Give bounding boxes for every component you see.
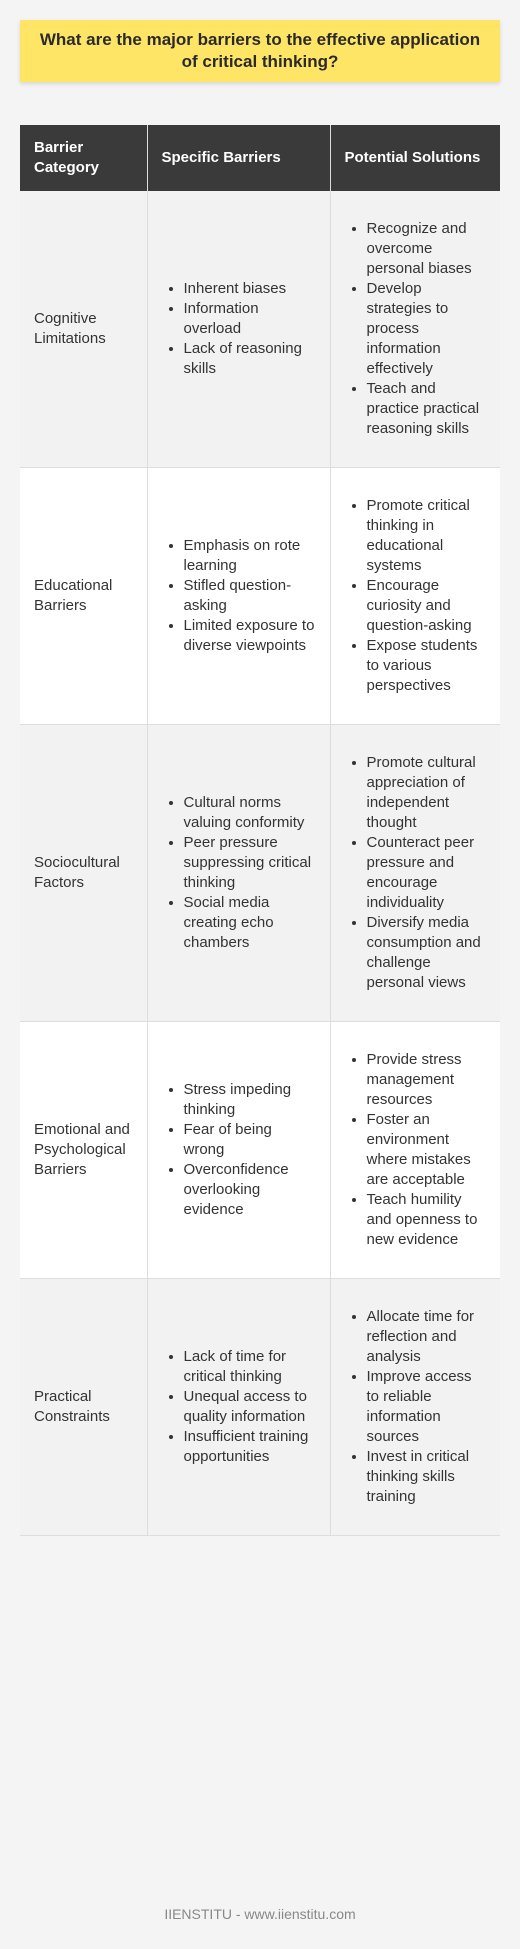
table-row — [20, 191, 500, 468]
list-item: • Fear of being wrong — [184, 1120, 316, 1160]
solutions-cell — [330, 725, 500, 1022]
barriers-cell — [147, 1022, 330, 1279]
list-item: • Encourage curiosity and question-asking — [367, 576, 487, 636]
list-item: • Recognize and overcome personal biases — [367, 219, 487, 279]
table-header-row — [20, 125, 500, 191]
list-item: • Stifled question-asking — [184, 576, 316, 616]
list-item: • Overconfidence overlooking evidence — [184, 1160, 316, 1220]
list-item: • Lack of reasoning skills — [184, 339, 316, 379]
category-cell: Practical Constraints — [20, 1279, 147, 1536]
header-potential-solutions: Potential Solutions — [330, 125, 500, 191]
list-item: • Insufficient training opportunities — [184, 1427, 316, 1467]
list-item: • Social media creating echo chambers — [184, 893, 316, 953]
list-item: • Inherent biases — [184, 279, 316, 299]
list-item: • Teach and practice practical reasoning skills — [367, 379, 487, 439]
barriers-cell — [147, 1279, 330, 1536]
list-item: • Promote cultural appreciation of independent thought — [367, 753, 487, 833]
table-row — [20, 1279, 500, 1536]
list-item: • Peer pressure suppressing critical thinking — [184, 833, 316, 893]
barriers-cell — [147, 468, 330, 725]
barriers-table — [20, 125, 500, 1536]
solutions-cell — [330, 1279, 500, 1536]
table-row — [20, 725, 500, 1022]
list-item: • Lack of time for critical thinking — [184, 1347, 316, 1387]
title-banner — [20, 20, 500, 82]
table-row — [20, 468, 500, 725]
list-item: • Improve access to reliable information sources — [367, 1367, 487, 1447]
category-cell: Sociocultural Factors — [20, 725, 147, 1022]
list-item: • Information overload — [184, 299, 316, 339]
list-item: • Develop strategies to process information effectively — [367, 279, 487, 379]
solutions-cell — [330, 468, 500, 725]
barriers-cell — [147, 191, 330, 468]
header-specific-barriers: Specific Barriers — [147, 125, 330, 191]
table-row — [20, 1022, 500, 1279]
list-item: • Counteract peer pressure and encourage individuality — [367, 833, 487, 913]
list-item: • Provide stress management resources — [367, 1050, 487, 1110]
category-cell: Emotional and Psychological Barriers — [20, 1022, 147, 1279]
list-item: • Teach humility and openness to new evidence — [367, 1190, 487, 1250]
category-cell: Educational Barriers — [20, 468, 147, 725]
list-item: • Unequal access to quality information — [184, 1387, 316, 1427]
page-title: What are the major barriers to the effective application of critical thinking? — [39, 30, 481, 71]
list-item: • Cultural norms valuing conformity — [184, 793, 316, 833]
list-item: • Expose students to various perspectives — [367, 636, 487, 696]
category-cell: Cognitive Limitations — [20, 191, 147, 468]
list-item: • Limited exposure to diverse viewpoints — [184, 616, 316, 656]
header-barrier-category: Barrier Category — [20, 125, 147, 191]
barriers-cell — [147, 725, 330, 1022]
solutions-cell — [330, 191, 500, 468]
solutions-cell — [330, 1022, 500, 1279]
list-item: • Diversify media consumption and challenge personal views — [367, 913, 487, 993]
list-item: • Foster an environment where mistakes are acceptable — [367, 1110, 487, 1190]
list-item: • Allocate time for reflection and analysis — [367, 1307, 487, 1367]
list-item: • Stress impeding thinking — [184, 1080, 316, 1120]
list-item: • Promote critical thinking in educational systems — [367, 496, 487, 576]
list-item: • Emphasis on rote learning — [184, 536, 316, 576]
footer-credit: IIENSTITU - www.iienstitu.com — [164, 1906, 356, 1922]
list-item: • Invest in critical thinking skills training — [367, 1447, 487, 1507]
